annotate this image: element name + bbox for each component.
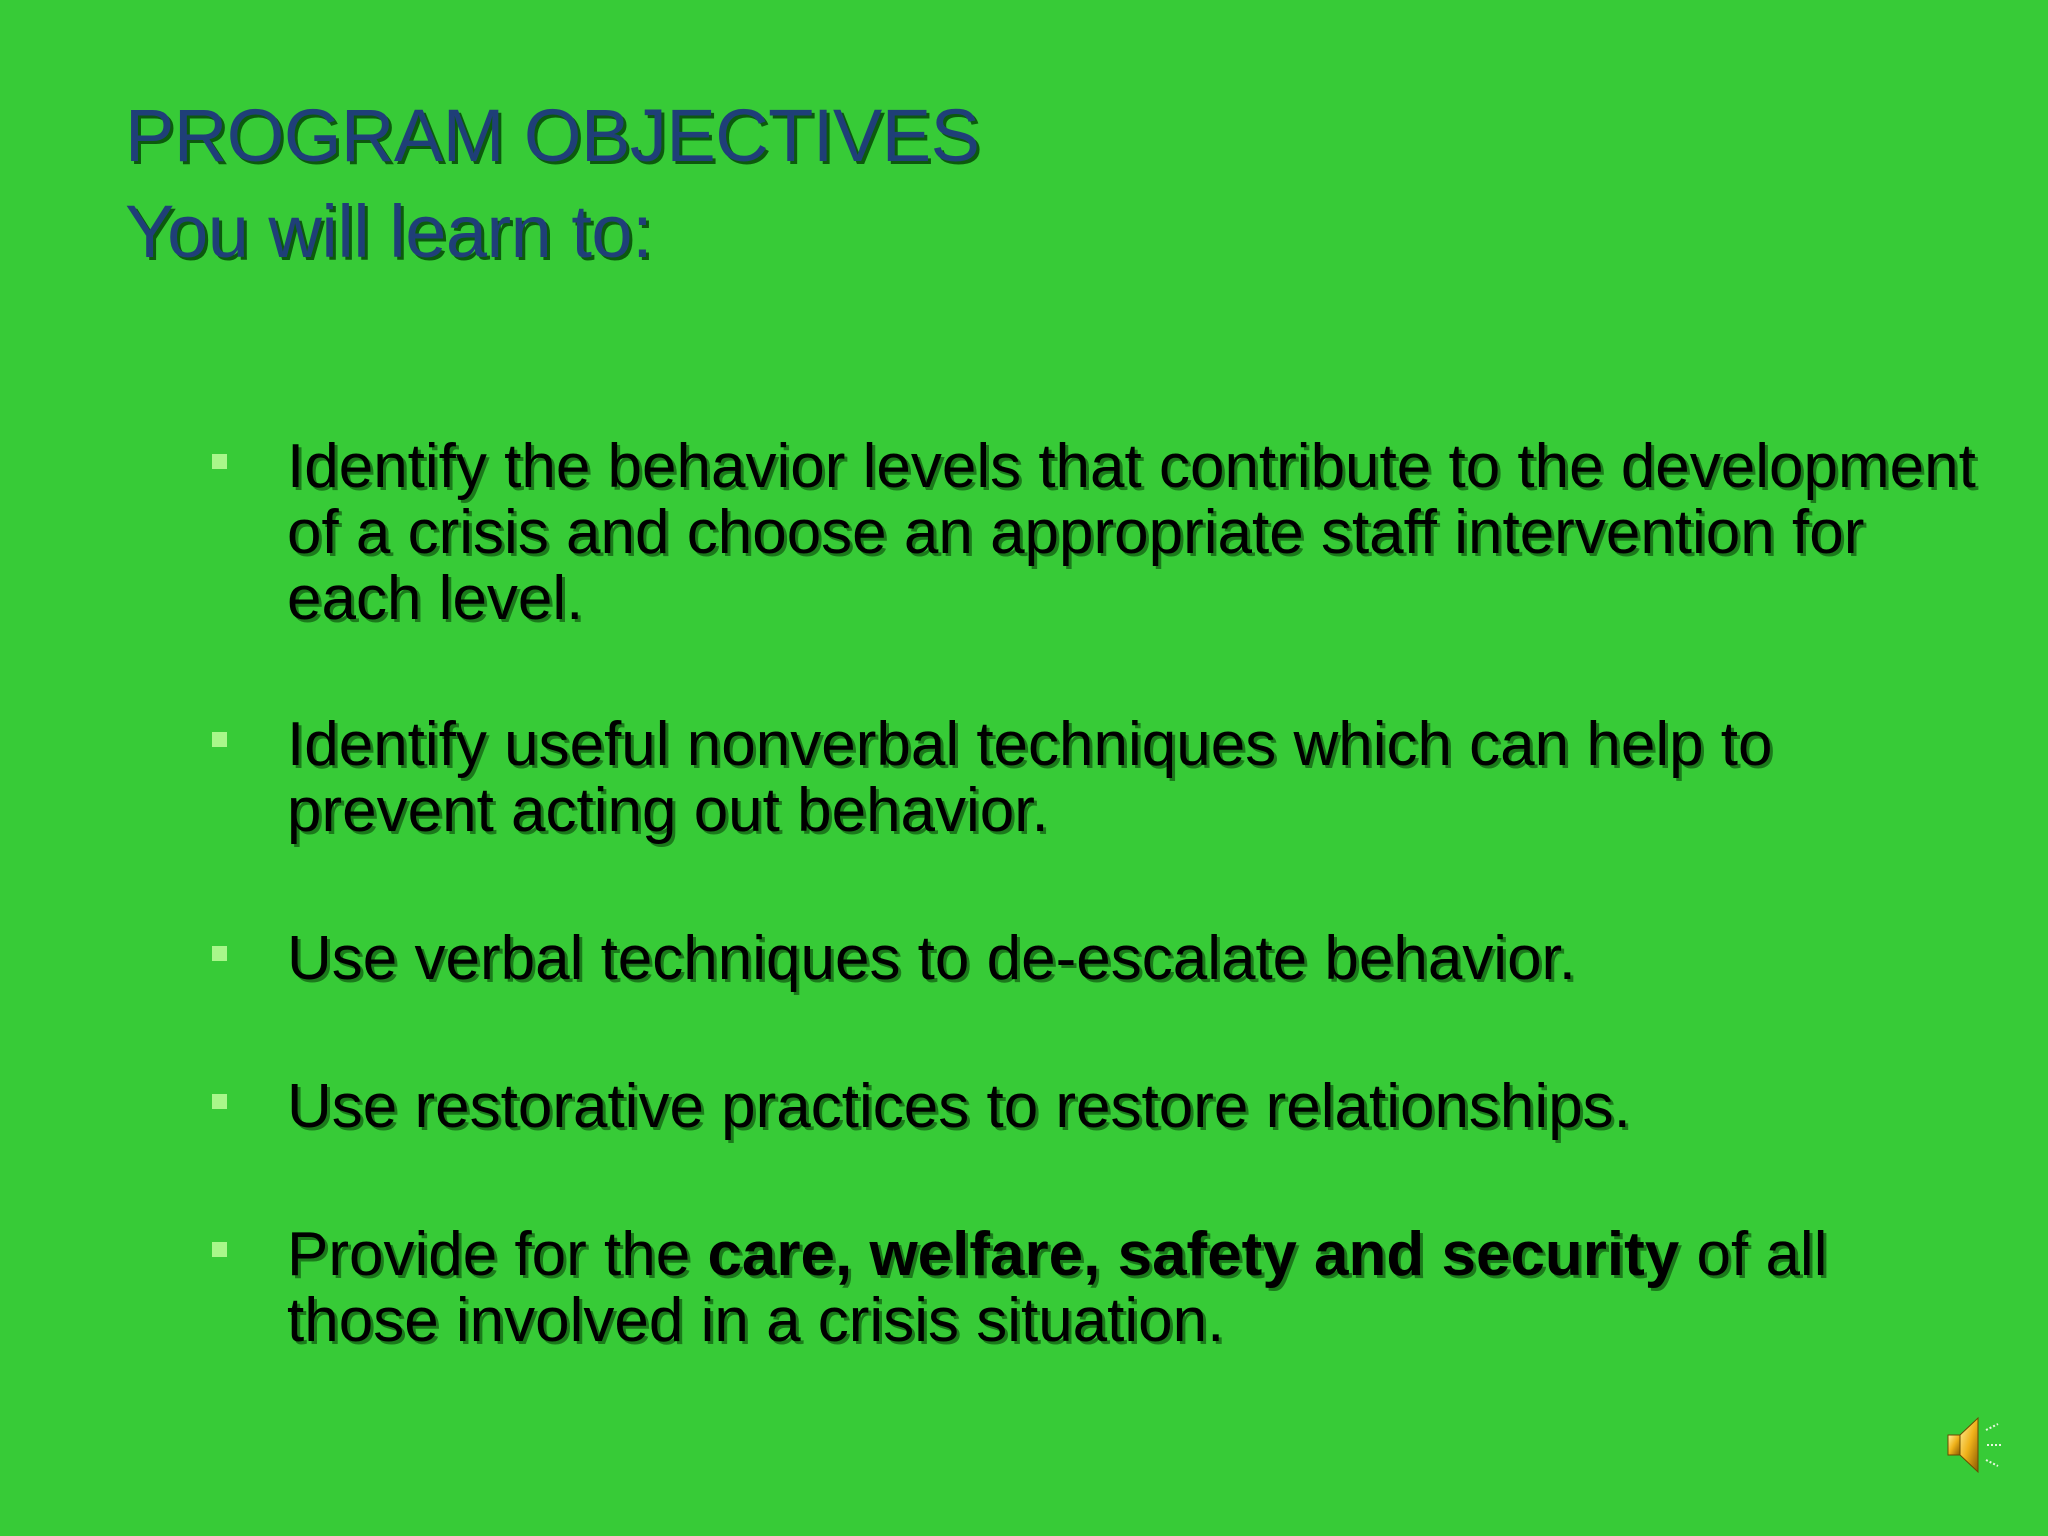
list-item-text: Identify useful nonverbal techniques which can help to prevent acting out behavior.: [287, 710, 1773, 845]
square-bullet-icon: [212, 1094, 227, 1109]
square-bullet-icon: [212, 732, 227, 747]
speaker-icon[interactable]: [1942, 1410, 2012, 1480]
list-item-text: Identify the behavior levels that contribute to the development of a crisis and choose an appropriate staff intervention for each level.: [287, 432, 1976, 633]
list-item-text-start: Provide for the: [287, 1220, 708, 1289]
list-item-text-end: of all those involved in a crisis situation.: [287, 1220, 1828, 1355]
square-bullet-icon: [212, 946, 227, 961]
square-bullet-icon: [212, 1242, 227, 1257]
slide-title: PROGRAM OBJECTIVES: [125, 94, 980, 177]
square-bullet-icon: [212, 454, 227, 469]
list-item-text: Use restorative practices to restore relationships.: [287, 1072, 1631, 1141]
slide-subtitle: You will learn to:: [125, 190, 653, 273]
list-item-text: Use verbal techniques to de-escalate behavior.: [287, 924, 1577, 993]
list-item-text-bold: care, welfare, safety and security: [707, 1220, 1680, 1289]
list-item-text: [287, 1222, 1987, 1354]
